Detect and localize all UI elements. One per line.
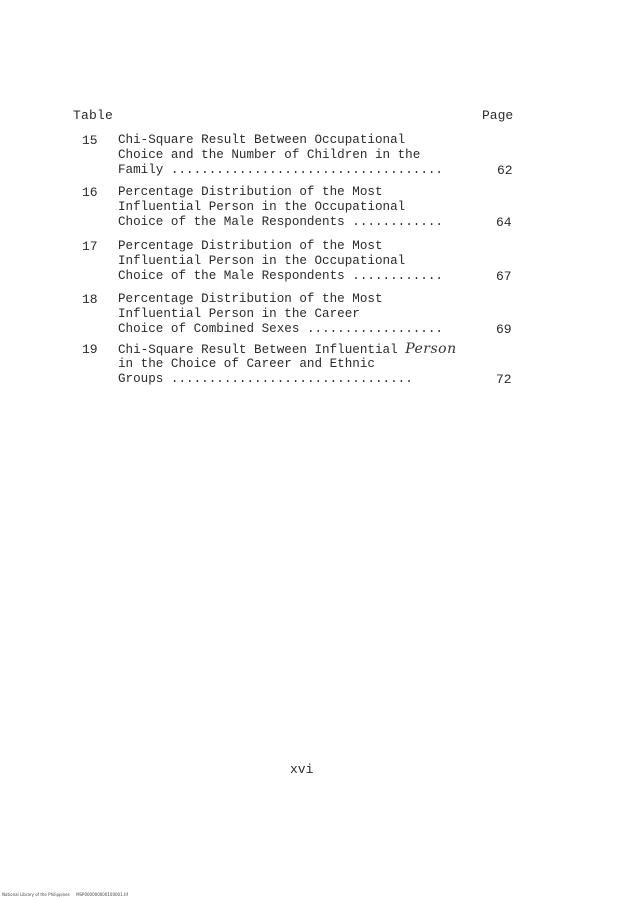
entry-page-number: 62 [497,163,513,178]
table-number: 19 [82,342,98,357]
entry-title-line: Chi-Square Result Between Influential Person [118,341,457,357]
handwritten-insert: Person [405,341,457,357]
table-number: 16 [82,185,98,200]
entry-title-last-line: Choice of the Male Respondents ............ [118,215,443,229]
entry-page-number: 67 [496,269,512,284]
table-number: 18 [82,292,98,307]
entry-title-last-line: Groups ................................ [118,372,413,386]
table-column-header: Table [73,108,114,123]
page-number: xvi [290,762,314,777]
scan-stamp: National Library of the Philippines MSP000000000100001.tif [2,892,129,897]
page-column-header: Page [482,108,514,123]
entry-title-last-line: Family .................................... [118,163,443,177]
entry-title-last-line: Choice of the Male Respondents ............ [118,269,443,283]
entry-title-line: in the Choice of Career and Ethnic [118,357,375,371]
table-number: 17 [82,239,98,254]
table-number: 15 [82,133,98,148]
entry-title-line: Influential Person in the Occupational [118,254,406,268]
entry-title-line: Influential Person in the Occupational [118,200,406,214]
entry-page-number: 64 [496,215,512,230]
entry-title-last-line: Choice of Combined Sexes .................. [118,322,443,336]
entry-title-line: Choice and the Number of Children in the [118,148,421,162]
entry-page-number: 69 [496,322,512,337]
entry-title-line: Chi-Square Result Between Occupational [118,133,406,147]
entry-page-number: 72 [496,372,512,387]
entry-title-line: Percentage Distribution of the Most [118,292,383,306]
entry-title-line: Influential Person in the Career [118,307,360,321]
entry-title-line: Percentage Distribution of the Most [118,239,383,253]
entry-title-line: Percentage Distribution of the Most [118,185,383,199]
